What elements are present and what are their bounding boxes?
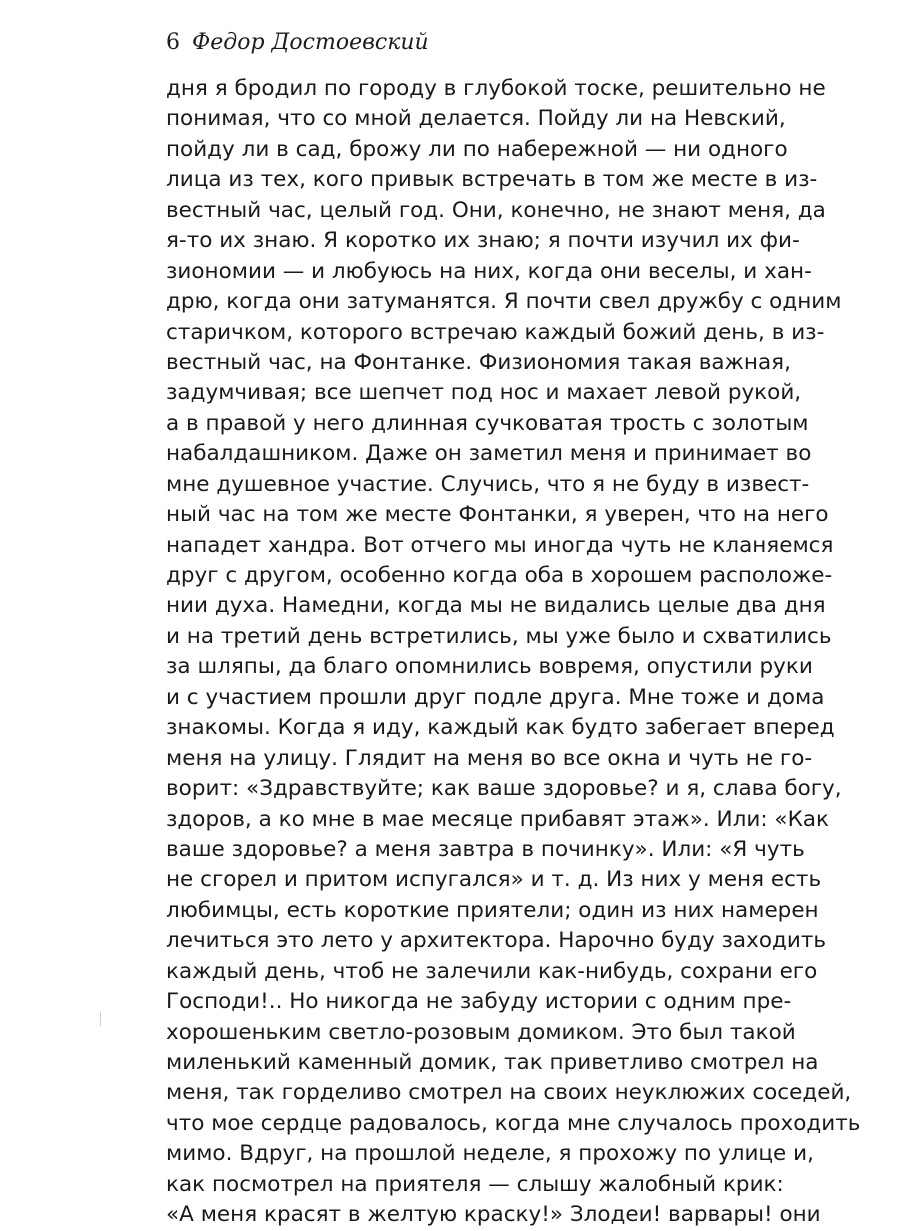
text-line: ворит: «Здравствуйте; как ваше здоровье? и я, слава богу, (166, 776, 842, 802)
text-line: любимцы, есть короткие приятели; один из них намерен (166, 897, 819, 923)
running-title: Федор Достоевский (192, 30, 429, 55)
text-line: задумчивая; все шепчет под нос и махает левой рукой, (166, 380, 802, 406)
text-line: меня на улицу. Глядит на меня во все окна и чуть не го- (166, 745, 813, 771)
text-line: мимо. Вдруг, на прошлой неделе, я прохожу по улице и, (166, 1141, 814, 1167)
text-line: понимая, что со мной делается. Пойду ли на Невский, (166, 106, 786, 132)
text-line: каждый день, чтоб не залечили как-нибудь, сохрани его (166, 958, 818, 984)
text-line: что мое сердце радовалось, когда мне случалось проходить (166, 1110, 861, 1136)
text-line: меня, так горделиво смотрел на своих неуклюжих соседей, (166, 1080, 852, 1106)
running-head (166, 28, 429, 58)
text-line: нападет хандра. Вот отчего мы иногда чуть не кланяемся (166, 532, 834, 558)
text-line: старичком, которого встречаю каждый божий день, в из- (166, 319, 825, 345)
text-line: и с участием прошли друг подле друга. Мне тоже и дома (166, 684, 825, 710)
text-line: лечиться это лето у архитектора. Нарочно буду заходить (166, 928, 827, 954)
text-line: знакомы. Когда я иду, каждый как будто забегает вперед (166, 715, 835, 741)
text-line: миленький каменный домик, так приветливо смотрел на (166, 1050, 819, 1075)
text-line: вестный час, целый год. Они, конечно, не знают меня, да (166, 197, 826, 223)
text-line: дня я бродил по городу в глубокой тоске, решительно не (166, 76, 826, 101)
text-line: как посмотрел на приятеля — слышу жалобный крик: (166, 1171, 784, 1197)
page-number: 6 (166, 30, 180, 55)
text-line: вестный час, на Фонтанке. Физиономия такая важная, (166, 349, 791, 375)
text-line: мне душевное участие. Случись, что я не буду в извест- (166, 471, 810, 497)
body-text (166, 74, 861, 1231)
margin-mark (100, 1012, 101, 1026)
text-line: и на третий день встретились, мы уже было и схватились (166, 623, 832, 649)
text-line: Господи!.. Но никогда не забуду истории с одним пре- (166, 989, 792, 1015)
text-line: набалдашником. Даже он заметил меня и принимает во (166, 441, 812, 467)
text-line: ваше здоровье? а меня завтра в починку». Или: «Я чуть (166, 836, 805, 862)
text-line: «А меня красят в желтую краску!» Злодеи! варвары! они (166, 1202, 821, 1228)
text-line: ный час на том же месте Фонтанки, я уверен, что на него (166, 502, 829, 528)
text-line: зиономии — и любуюсь на них, когда они веселы, и хан- (166, 258, 812, 284)
text-line: лица из тех, кого привык встречать в том же месте в из- (166, 167, 818, 193)
text-line: за шляпы, да благо опомнились вовремя, опустили руки (166, 654, 813, 680)
text-line: друг с другом, особенно когда оба в хорошем расположе- (166, 563, 833, 588)
text-line: дрю, когда они затуманятся. Я почти свел дружбу с одним (166, 289, 842, 315)
text-line: не сгорел и притом испугался» и т. д. Из них у меня есть (166, 867, 822, 893)
text-line: я-то их знаю. Я коротко их знаю; я почти изучил их фи- (166, 228, 800, 254)
text-line: а в правой у него длинная сучковатая трость с золотым (166, 410, 809, 436)
text-line: пойду ли в сад, брожу ли по набережной — ни одного (166, 136, 788, 162)
text-line: здоров, а ко мне в мае месяце прибавят этаж». Или: «Как (166, 806, 829, 832)
text-line: нии духа. Намедни, когда мы не видались целые два дня (166, 593, 826, 619)
text-line: хорошеньким светло-розовым домиком. Это был такой (166, 1019, 796, 1045)
